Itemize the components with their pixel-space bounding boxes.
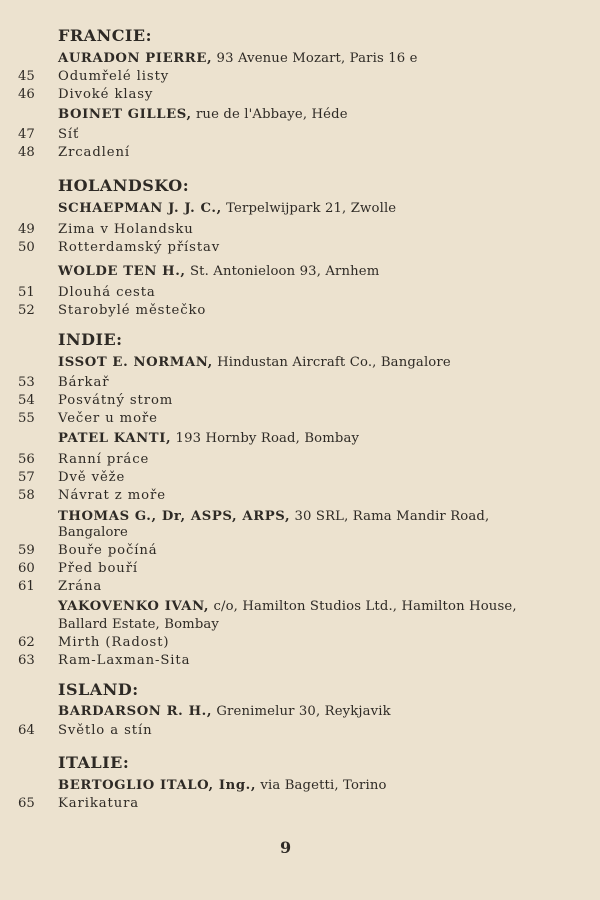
work-title: Dvě věže — [58, 470, 126, 485]
author-name: YAKOVENKO IVAN, — [58, 599, 210, 614]
author-address: St. Antonieloon 93, Arnhem — [185, 264, 380, 279]
work-number: 47 — [18, 127, 35, 142]
work-number: 58 — [18, 488, 35, 503]
work-number: 63 — [18, 653, 35, 668]
author-address: Grenimelur 30, Reykjavik — [212, 704, 391, 719]
author-name: PATEL KANTI, — [58, 431, 172, 446]
author-entry — [58, 598, 552, 615]
author-address: 93 Avenue Mozart, Paris 16 e — [212, 51, 418, 66]
work-number: 57 — [18, 470, 35, 485]
author-name: THOMAS G., Dr, ASPS, ARPS, — [58, 509, 291, 524]
author-entry — [58, 508, 552, 525]
work-title: Zrána — [58, 579, 103, 594]
work-title: Ram-Laxman-Sita — [58, 653, 191, 668]
country-heading: ISLAND: — [58, 680, 139, 699]
author-address: 30 SRL, Rama Mandir Road, — [290, 509, 490, 524]
work-number: 55 — [18, 411, 35, 426]
work-title: Dlouhá cesta — [58, 285, 156, 300]
author-address-continued: Bangalore — [58, 525, 128, 540]
author-address: Terpelwijpark 21, Zwolle — [221, 201, 397, 216]
work-number: 50 — [18, 240, 35, 255]
work-title: Návrat z moře — [58, 488, 166, 503]
work-number: 59 — [18, 543, 35, 558]
work-title: Zima v Holandsku — [58, 222, 194, 237]
author-entry — [58, 430, 552, 447]
work-number: 48 — [18, 145, 35, 160]
work-number: 54 — [18, 393, 35, 408]
author-address: 193 Hornby Road, Bombay — [171, 431, 360, 446]
author-entry — [58, 354, 552, 371]
author-address: via Bagetti, Torino — [256, 778, 387, 793]
work-number: 60 — [18, 561, 35, 576]
work-title: Divoké klasy — [58, 87, 154, 102]
work-number: 64 — [18, 723, 35, 738]
work-title: Zrcadlení — [58, 145, 130, 160]
work-title: Světlo a stín — [58, 723, 153, 738]
author-entry — [58, 263, 552, 280]
work-number: 49 — [18, 222, 35, 237]
author-address: rue de l'Abbaye, Héde — [191, 107, 348, 122]
work-number: 56 — [18, 452, 35, 467]
country-heading: INDIE: — [58, 330, 123, 349]
work-title: Karikatura — [58, 796, 140, 811]
author-name: SCHAEPMAN J. J. C., — [58, 201, 222, 216]
author-entry — [58, 703, 552, 720]
work-title: Starobylé městečko — [58, 303, 207, 318]
author-name: ISSOT E. NORMAN, — [58, 355, 213, 370]
work-title: Bárkař — [58, 375, 110, 390]
author-entry — [58, 106, 552, 123]
author-address: c/o, Hamilton Studios Ltd., Hamilton House, — [209, 599, 517, 614]
author-name: AURADON PIERRE, — [58, 51, 213, 66]
author-address: Hindustan Aircraft Co., Bangalore — [212, 355, 451, 370]
work-title: Bouře počíná — [58, 543, 158, 558]
author-entry — [58, 50, 552, 67]
work-title: Odumřelé listy — [58, 69, 170, 84]
work-number: 62 — [18, 635, 35, 650]
work-number: 46 — [18, 87, 35, 102]
author-name: BARDARSON R. H., — [58, 704, 213, 719]
author-name: WOLDE TEN H., — [58, 264, 186, 279]
country-heading: HOLANDSKO: — [58, 176, 190, 195]
author-entry — [58, 777, 552, 794]
work-title: Ranní práce — [58, 452, 150, 467]
work-number: 65 — [18, 796, 35, 811]
work-title: Před bouří — [58, 561, 139, 576]
country-heading: ITALIE: — [58, 753, 130, 772]
author-entry — [58, 200, 552, 217]
work-number: 52 — [18, 303, 35, 318]
author-name: BOINET GILLES, — [58, 107, 192, 122]
page-number: 9 — [280, 838, 292, 857]
author-address-continued: Ballard Estate, Bombay — [58, 617, 220, 632]
work-title: Síť — [58, 127, 80, 142]
work-title: Rotterdamský přístav — [58, 240, 221, 255]
work-number: 61 — [18, 579, 35, 594]
work-number: 53 — [18, 375, 35, 390]
work-title: Mirth (Radost) — [58, 635, 170, 650]
work-title: Posvátný strom — [58, 393, 174, 408]
work-title: Večer u moře — [58, 411, 158, 426]
country-heading: FRANCIE: — [58, 26, 153, 45]
author-name: BERTOGLIO ITALO, Ing., — [58, 778, 257, 793]
work-number: 51 — [18, 285, 35, 300]
work-number: 45 — [18, 69, 35, 84]
